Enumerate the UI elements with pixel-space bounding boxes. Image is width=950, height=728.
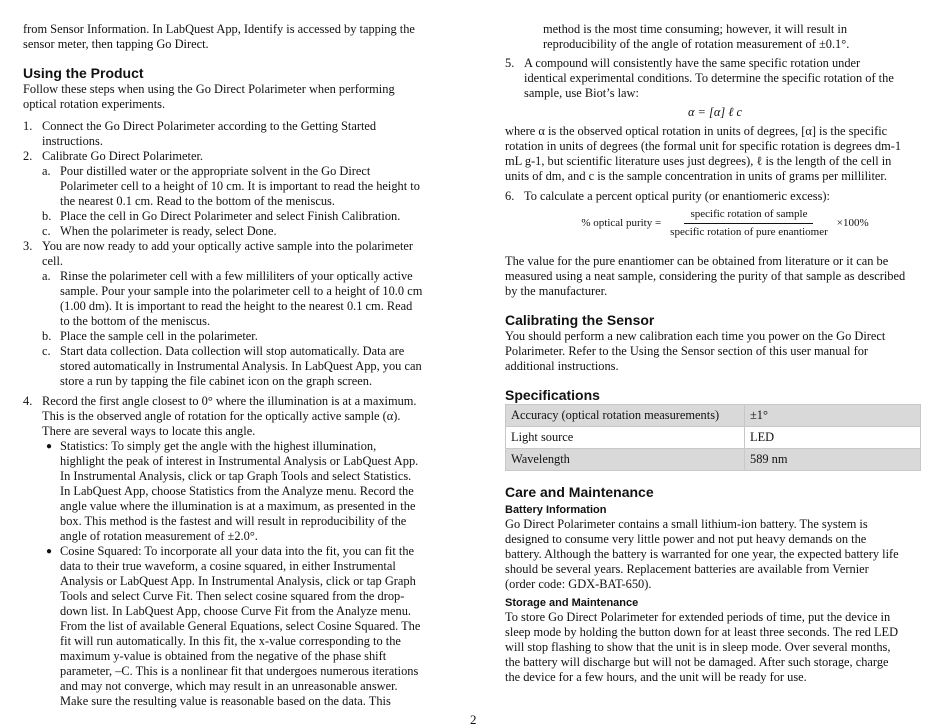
step-4: 4. Record the first angle closest to 0° where the illumination is at a maximum. This is the observed angle of rotation for the optically active sample (α). There are several ways to locate this angle. [23, 394, 417, 438]
specifications-table [505, 404, 921, 471]
step-1: 1. Connect the Go Direct Polarimeter according to the Getting Started instructions. [23, 119, 377, 148]
bullet-statistics: ● Statistics: To simply get the angle with the highest illumination, highlight the peak of interest in Instrumental Analysis or LabQuest App. In Instrumental Analysis, click or tap Graph Tools and select Statistics. In LabQuest App, choose Statistics from the Analyze menu. Record the angle value where the illumination is at a maximum, as presented in the box. This method is the fastest and will result in reproducibility of the angle of rotation measurement of ±2.0°. [46, 439, 419, 543]
step-2a: a. Pour distilled water or the appropriate solvent in the Go Direct Polarimeter cell to a height of 10 cm. It is important to read the height to the nearest 0.1 cm. Read to the bottom of the meniscus. [42, 164, 420, 208]
step-3c: c. Start data collection. Data collection will stop automatically. Data are stored automatically in Instrumental Analysis. In LabQuest App, you can store a run by tapping the file cabinet icon on the graph screen. [42, 344, 422, 388]
calibration-paragraph: You should perform a new calibration each time you power on the Go Direct Polarimeter. Refer to the Using the Sensor section of this user manual for additional instructions. [505, 329, 886, 373]
bullet-cosine-squared: ● Cosine Squared: To incorporate all your data into the fit, you can fit the data to their true waveform, a cosine squared, in either Instrumental Analysis or LabQuest App. In Instrumental Analysis, click or tap Graph Tools and select Curve Fit. Then select cosine squared from the drop- down list. In LabQuest App, choose Curve Fit from the Analyze menu. From the list of available General Equations, select Cosine Squared. The fit will run automatically. In this fit, the x-value corresponding to the maximum y-value is obtained from the negative of the phase shift parameter, –C. This is a nonlinear fit that undergoes numerous iterations and may not converge, which may result in an unreasonable answer. Make sure the resulting value is reasonable based on the data. This [46, 544, 421, 708]
step-3a: a. Rinse the polarimeter cell with a few milliliters of your optically active sample. Pour your sample into the polarimeter cell to a height of 10.0 cm (1.00 dm). It is important to read the height to the nearest 0.1 cm. Read to the bottom of the meniscus. [42, 269, 423, 328]
biot-law-formula: α = [α] ℓ c [687, 105, 743, 119]
formula-numerator: specific rotation of sample [684, 207, 813, 224]
bullet-icon: ● [46, 441, 53, 452]
method-continuation: method is the most time consuming; however, it will result in reproducibility of the angle of rotation measurement of ±0.1°. [543, 22, 850, 51]
using-intro: Follow these steps when using the Go Direct Polarimeter when performing optical rotation experiments. [23, 82, 395, 111]
storage-paragraph: To store Go Direct Polarimeter for extended periods of time, put the device in sleep mode by holding the button down for at least three seconds. The red LED will stop flashing to show that the unit is in sleep mode. Over several months, the battery will discharge but will not be damaged. After such storage, charge the device for a few hours, and the unit will be ready for use. [505, 610, 899, 684]
right-column [505, 0, 925, 685]
bullet-icon: ● [46, 546, 53, 557]
heading-care-maintenance: Care and Maintenance [505, 484, 654, 500]
optical-purity-formula: % optical purity = $\frac{\text{specific rotation of sample}}{\text{specific rotation of pure enantiomer}}$ ×100% [581, 208, 869, 238]
table-row: Light source LED [506, 427, 921, 449]
step-5: 5. A compound will consistently have the same specific rotation under identical experimental conditions. To determine the specific rotation of the sample, use Biot’s law: [505, 56, 894, 100]
step-3: 3. You are now ready to add your optically active sample into the polarimeter cell. [23, 239, 414, 268]
step-2: 2. Calibrate Go Direct Polarimeter. [23, 149, 204, 163]
pure-enantiomer-paragraph: The value for the pure enantiomer can be obtained from literature or it can be measured using a neat sample, considering the purity of that sample as described by the manufacturer. [505, 254, 906, 298]
heading-calibrating: Calibrating the Sensor [505, 312, 655, 328]
where-paragraph: where α is the observed optical rotation in units of degrees, [α] is the specific rotation in units of degrees (the formal unit for specific rotation is degrees dm-1 mL g-1, but scientific literature uses just degrees), ℓ is the length of the cell in units of dm, and c is the sample concentration in units of grams per milliliter. [505, 124, 902, 183]
heading-specifications: Specifications [505, 387, 600, 403]
step-6: 6. To calculate a percent optical purity (or enantiomeric excess): [505, 189, 831, 203]
page-number: 2 [470, 712, 477, 727]
left-column [23, 0, 441, 709]
formula-denominator: specific rotation of pure enantiomer [670, 226, 828, 238]
heading-storage-maintenance: Storage and Maintenance [505, 597, 639, 609]
step-2b: b. Place the cell in Go Direct Polarimeter and select Finish Calibration. [42, 209, 401, 223]
battery-paragraph: Go Direct Polarimeter contains a small lithium-ion battery. The system is designed to consume very little power and not put heavy demands on the battery. Although the battery is warranted for one year, the expected battery life should be several years. Replacement batteries are available from Vernier (order code: GDX-BAT-650). [505, 517, 899, 591]
table-row: Wavelength 589 nm [506, 449, 921, 471]
step-3b: b. Place the sample cell in the polarimeter. [42, 329, 258, 343]
intro-paragraph: from Sensor Information. In LabQuest App, Identify is accessed by tapping the sensor meter, then tapping Go Direct. [23, 22, 415, 51]
table-row: Accuracy (optical rotation measurements) ±1° [506, 405, 921, 427]
heading-using-the-product: Using the Product [23, 65, 144, 81]
step-2c: c. When the polarimeter is ready, select Done. [42, 224, 277, 238]
heading-battery-information: Battery Information [505, 504, 607, 516]
